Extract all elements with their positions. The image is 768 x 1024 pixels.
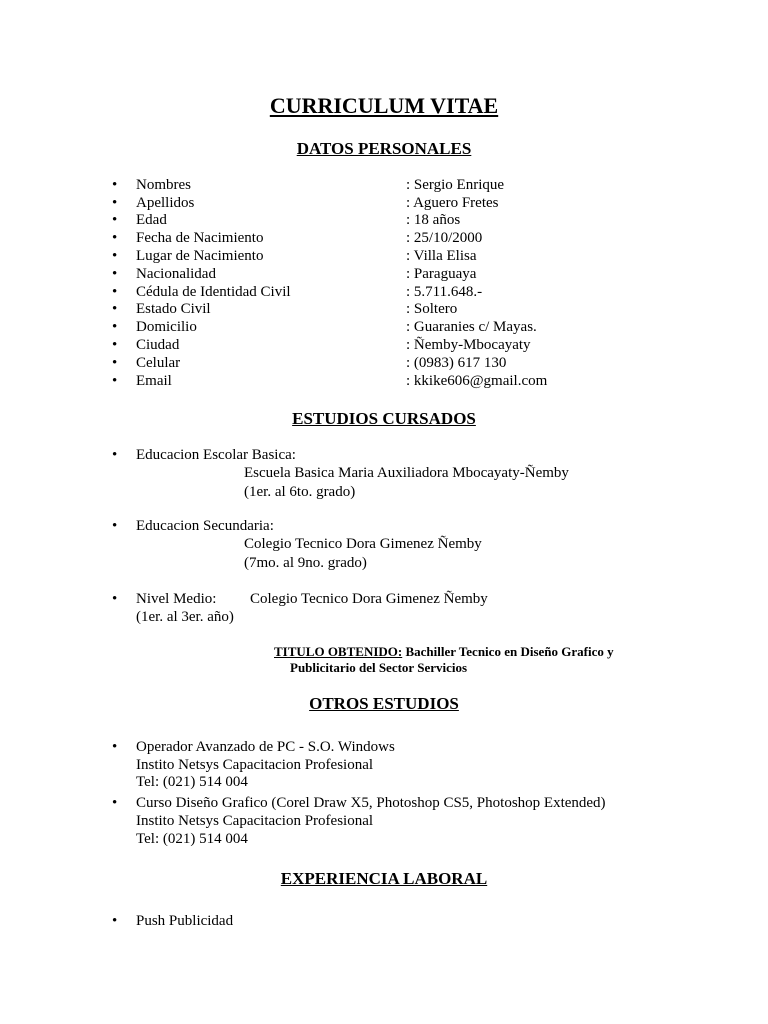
field-label: Celular xyxy=(136,355,181,371)
course-phone: Tel: (021) 514 004 xyxy=(136,831,248,847)
study-detail: (1er. al 6to. grado) xyxy=(244,484,356,500)
field-label: Nombres xyxy=(136,177,191,193)
bullet: • xyxy=(112,301,118,317)
degree-value-line2: Publicitario del Sector Servicios xyxy=(290,660,468,675)
study-school: Escuela Basica Maria Auxiliadora Mbocayaty-Ñemby xyxy=(244,465,569,481)
bullet: • xyxy=(112,177,118,193)
bullet: • xyxy=(112,591,118,607)
bullet: • xyxy=(112,266,118,282)
field-label: Cédula de Identidad Civil xyxy=(136,284,291,300)
field-value: : 5.711.648.- xyxy=(406,284,483,300)
field-label: Lugar de Nacimiento xyxy=(136,248,264,264)
field-label: Fecha de Nacimiento xyxy=(136,230,264,246)
bullet: • xyxy=(112,518,118,534)
field-label: Email xyxy=(136,373,172,389)
field-value: : Soltero xyxy=(406,301,458,317)
course-phone: Tel: (021) 514 004 xyxy=(136,774,248,790)
field-label: Nacionalidad xyxy=(136,266,216,282)
course-title: Curso Diseño Grafico (Corel Draw X5, Photoshop CS5, Photoshop Extended) xyxy=(136,795,606,811)
section-heading-work: EXPERIENCIA LABORAL xyxy=(280,869,488,888)
bullet: • xyxy=(112,795,118,811)
bullet: • xyxy=(112,337,118,353)
degree-label: TITULO OBTENIDO: xyxy=(274,644,403,659)
field-label: Domicilio xyxy=(136,319,197,335)
section-heading-studies: ESTUDIOS CURSADOS xyxy=(292,409,476,428)
bullet: • xyxy=(112,248,118,264)
section-heading-other: OTROS ESTUDIOS xyxy=(309,694,459,713)
course-institute: Instito Netsys Capacitacion Profesional xyxy=(136,813,374,829)
bullet: • xyxy=(112,195,118,211)
degree-value: Bachiller Tecnico en Diseño Grafico y xyxy=(402,644,614,659)
field-label: Ciudad xyxy=(136,337,180,353)
study-label: Educacion Secundaria: xyxy=(136,518,274,534)
field-value: : (0983) 617 130 xyxy=(406,355,507,371)
bullet: • xyxy=(112,913,118,929)
study-detail: (7mo. al 9no. grado) xyxy=(244,555,367,571)
field-value: : Aguero Fretes xyxy=(406,195,499,211)
field-value: : 25/10/2000 xyxy=(406,230,483,246)
work-item: Push Publicidad xyxy=(136,913,234,929)
field-label: Estado Civil xyxy=(136,301,211,317)
bullet: • xyxy=(112,212,118,228)
field-value: : Sergio Enrique xyxy=(406,177,505,193)
bullet: • xyxy=(112,284,118,300)
study-school: Colegio Tecnico Dora Gimenez Ñemby xyxy=(250,591,488,607)
course-title: Operador Avanzado de PC - S.O. Windows xyxy=(136,739,395,755)
bullet: • xyxy=(112,355,118,371)
study-school: Colegio Tecnico Dora Gimenez Ñemby xyxy=(244,536,482,552)
bullet: • xyxy=(112,739,118,755)
field-value: : kkike606@gmail.com xyxy=(406,373,548,389)
study-detail: (1er. al 3er. año) xyxy=(136,609,234,625)
page-title: CURRICULUM VITAE xyxy=(269,93,499,118)
field-value: : Villa Elisa xyxy=(406,248,477,264)
degree-text xyxy=(274,644,614,660)
study-label: Educacion Escolar Basica: xyxy=(136,447,296,463)
bullet: • xyxy=(112,319,118,335)
bullet: • xyxy=(112,447,118,463)
field-value: : Ñemby-Mbocayaty xyxy=(406,337,531,353)
course-institute: Instito Netsys Capacitacion Profesional xyxy=(136,757,374,773)
field-label: Apellidos xyxy=(136,195,195,211)
field-value: : Guaranies c/ Mayas. xyxy=(406,319,537,335)
field-value: : 18 años xyxy=(406,212,461,228)
section-heading-personal: DATOS PERSONALES xyxy=(296,139,472,158)
study-label: Nivel Medio: xyxy=(136,591,217,607)
bullet: • xyxy=(112,230,118,246)
field-value: : Paraguaya xyxy=(406,266,477,282)
field-label: Edad xyxy=(136,212,167,228)
bullet: • xyxy=(112,373,118,389)
